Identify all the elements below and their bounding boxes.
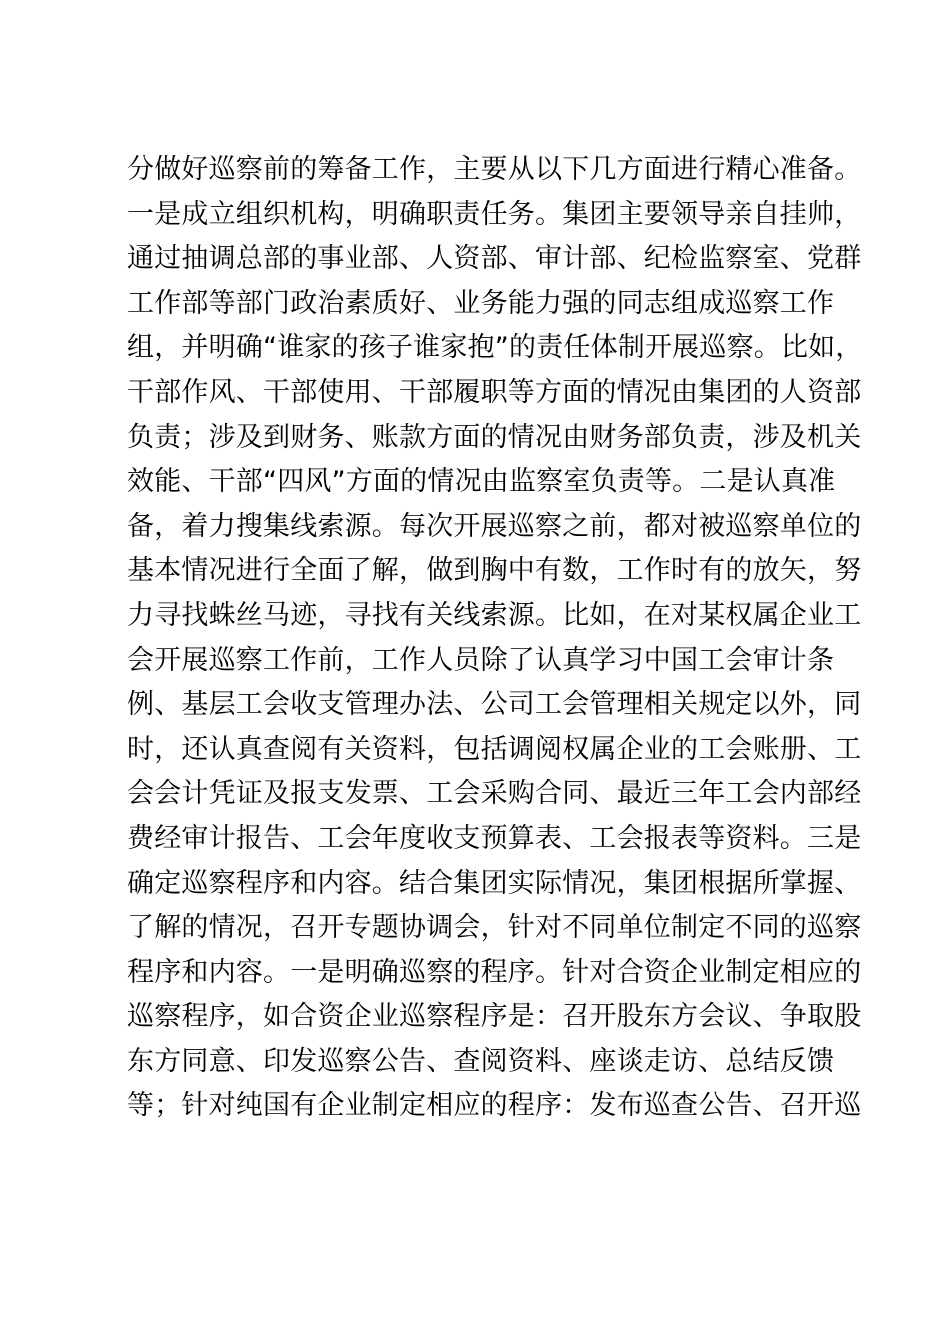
text-line: 力寻找蛛丝马迹，寻找有关线索源。比如，在对某权属企业工	[127, 599, 862, 631]
text-line: 巡察程序，如合资企业巡察程序是：召开股东方会议、争取股	[127, 1001, 862, 1033]
text-line: 工作部等部门政治素质好、业务能力强的同志组成巡察工作	[127, 287, 835, 319]
text-line: 备，着力搜集线索源。每次开展巡察之前，都对被巡察单位的	[127, 510, 862, 542]
text-line: 会会计凭证及报支发票、工会采购合同、最近三年工会内部经	[127, 778, 862, 810]
body-paragraph	[127, 148, 863, 1129]
text-line: 东方同意、印发巡察公告、查阅资料、座谈走访、总结反馈	[127, 1045, 835, 1077]
text-line: 时，还认真查阅有关资料，包括调阅权属企业的工会账册、工	[127, 733, 862, 765]
text-line: 负责；涉及到财务、账款方面的情况由财务部负责，涉及机关	[127, 421, 862, 453]
text-line: 分做好巡察前的筹备工作，主要从以下几方面进行精心准备。	[127, 154, 862, 185]
text-line: 效能、干部“四风”方面的情况由监察室负责等。二是认真准	[127, 466, 836, 498]
text-line: 了解的情况，召开专题协调会，针对不同单位制定不同的巡察	[127, 912, 862, 944]
text-line: 组，并明确“谁家的孩子谁家抱”的责任体制开展巡察。比如，	[127, 332, 863, 364]
text-line: 例、基层工会收支管理办法、公司工会管理相关规定以外，同	[127, 689, 862, 721]
text-line: 费经审计报告、工会年度收支预算表、工会报表等资料。三是	[127, 822, 862, 854]
text-line: 等；针对纯国有企业制定相应的程序：发布巡查公告、召开巡	[127, 1090, 862, 1122]
text-line: 基本情况进行全面了解，做到胸中有数，工作时有的放矢，努	[127, 555, 862, 587]
text-line: 会开展巡察工作前，工作人员除了认真学习中国工会审计条	[127, 644, 835, 676]
text-line: 程序和内容。一是明确巡察的程序。针对合资企业制定相应的	[127, 956, 862, 988]
text-line: 确定巡察程序和内容。结合集团实际情况，集团根据所掌握、	[127, 867, 862, 899]
text-line: 干部作风、干部使用、干部履职等方面的情况由集团的人资部	[127, 376, 862, 408]
text-line: 通过抽调总部的事业部、人资部、审计部、纪检监察室、党群	[127, 243, 862, 275]
text-line: 一是成立组织机构，明确职责任务。集团主要领导亲自挂帅，	[127, 198, 862, 230]
